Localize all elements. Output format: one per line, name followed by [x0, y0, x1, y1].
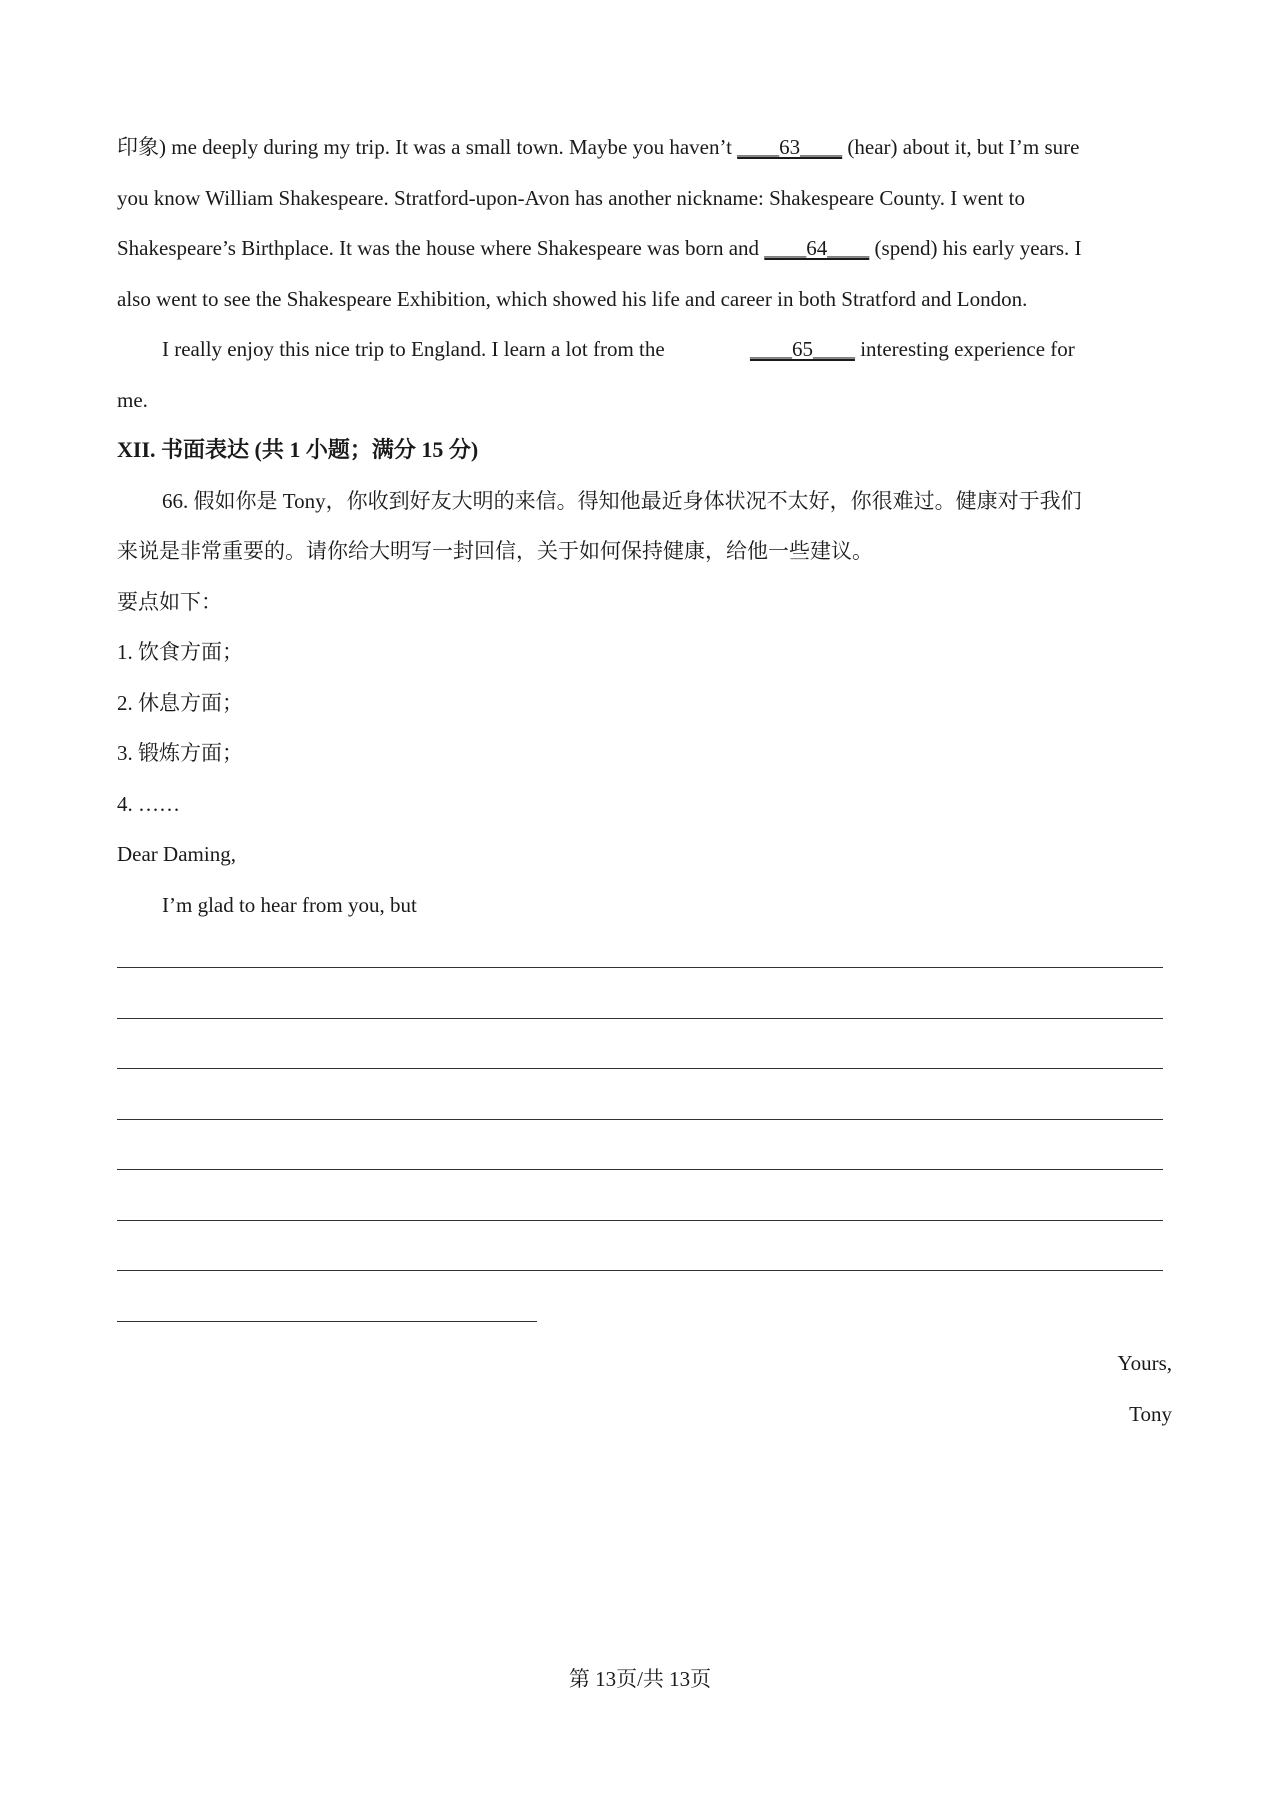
writing-line[interactable] — [117, 1119, 1163, 1120]
task-question-line-1: 66. 假如你是 Tony，你收到好友大明的来信。得知他最近身体状况不太好，你很难过。健康对于我们 — [162, 489, 1082, 513]
writing-line[interactable] — [117, 967, 1163, 968]
passage-line-1 — [117, 132, 1167, 162]
letter-greeting: Dear Daming, — [117, 842, 236, 866]
passage-text: (hear) about it, but I’m sure — [842, 135, 1080, 159]
writing-line-short[interactable] — [117, 1321, 537, 1322]
passage-text: Shakespeare’s Birthplace. It was the house where Shakespeare was born and — [117, 236, 765, 260]
writing-line[interactable] — [117, 1068, 1163, 1069]
writing-line[interactable] — [117, 1018, 1163, 1019]
passage-text: (spend) his early years. I — [869, 236, 1082, 260]
passage-text: 印象) me deeply during my trip. It was a small town. Maybe you haven’t — [117, 135, 738, 159]
letter-closing: Yours, — [1117, 1351, 1172, 1375]
section-heading: XII. 书面表达 (共 1 小题；满分 15 分) — [117, 437, 479, 462]
page-number: 第 13页/共 13页 — [568, 1667, 712, 1691]
letter-opening: I’m glad to hear from you, but — [162, 893, 417, 917]
passage-line-3 — [117, 233, 1167, 263]
blank-64[interactable]: ____64____ — [764, 236, 870, 260]
point-item: 1. 饮食方面； — [117, 640, 243, 664]
letter-signature: Tony — [1129, 1402, 1172, 1426]
passage-line-4: also went to see the Shakespeare Exhibition, which showed his life and career in both Stratford and London. — [117, 287, 1028, 311]
passage-line-5 — [162, 334, 1212, 364]
blank-65[interactable]: ____65____ — [749, 337, 855, 361]
writing-line[interactable] — [117, 1169, 1163, 1170]
point-item: 2. 休息方面； — [117, 691, 243, 715]
task-question-line-2: 来说是非常重要的。请你给大明写一封回信，关于如何保持健康，给他一些建议。 — [117, 539, 873, 563]
point-item: 4. …… — [117, 792, 180, 816]
writing-line[interactable] — [117, 1270, 1163, 1271]
points-label: 要点如下： — [117, 590, 222, 614]
blank-63[interactable]: ____63____ — [737, 135, 843, 159]
passage-line-6: me. — [117, 388, 148, 412]
passage-text: I really enjoy this nice trip to England. I learn a lot from the — [162, 337, 670, 361]
writing-line[interactable] — [117, 1220, 1163, 1221]
passage-line-2: you know William Shakespeare. Stratford-upon-Avon has another nickname: Shakespeare County. I went to — [117, 186, 1025, 210]
passage-text: interesting experience for — [854, 337, 1075, 361]
point-item: 3. 锻炼方面； — [117, 741, 243, 765]
